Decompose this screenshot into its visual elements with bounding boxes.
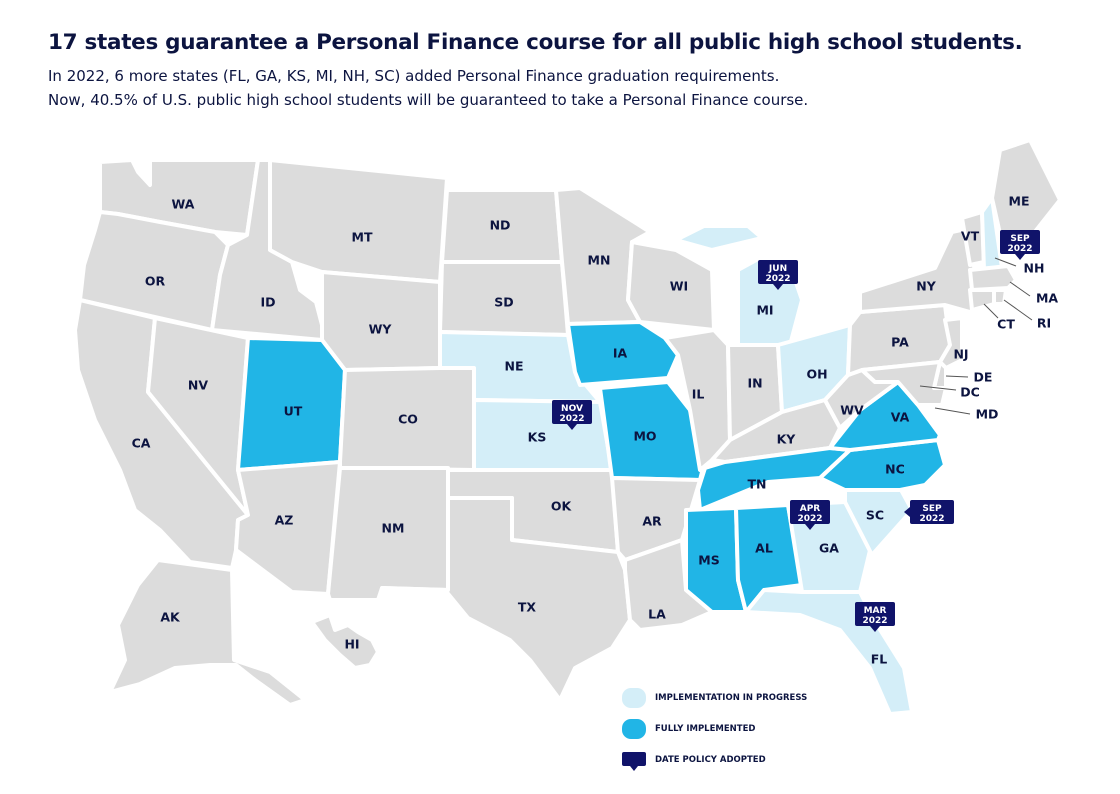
- state-wi-up: [676, 226, 762, 250]
- pin-month: JUN: [768, 264, 788, 274]
- label-me: ME: [1008, 193, 1030, 209]
- subtitle-line-2: Now, 40.5% of U.S. public high school students will be guaranteed to take a Personal Finance course.: [48, 91, 809, 109]
- label-ks: KS: [527, 429, 547, 445]
- label-fl: FL: [870, 651, 888, 667]
- label-ia: IA: [612, 345, 628, 361]
- label-mt: MT: [351, 229, 373, 245]
- label-or: OR: [144, 273, 166, 289]
- pin-year: 2022: [1007, 244, 1033, 254]
- pin-month: SEP: [1010, 234, 1030, 244]
- label-ak: AK: [160, 609, 180, 625]
- leader-de: [946, 376, 968, 377]
- pin-year: 2022: [862, 616, 888, 626]
- label-ny: NY: [916, 278, 936, 294]
- label-mn: MN: [587, 252, 611, 268]
- pin-year: 2022: [765, 274, 791, 284]
- pin-year: 2022: [919, 514, 945, 524]
- legend-swatch-in-progress: [622, 688, 646, 708]
- pin-year: 2022: [559, 414, 585, 424]
- label-ok: OK: [550, 498, 572, 514]
- state-mt: [270, 160, 447, 282]
- label-tn: TN: [747, 476, 767, 492]
- label-wi: WI: [669, 278, 689, 294]
- label-wv: WV: [840, 402, 864, 418]
- label-nh: NH: [1023, 260, 1045, 276]
- label-nd: ND: [489, 217, 511, 233]
- label-ky: KY: [776, 431, 796, 447]
- label-wa: WA: [171, 196, 195, 212]
- state-az: [236, 462, 340, 594]
- label-hi: HI: [344, 636, 360, 652]
- label-ca: CA: [131, 435, 151, 451]
- state-ma: [970, 266, 1016, 290]
- legend-label-in-progress: IMPLEMENTATION IN PROGRESS: [655, 693, 808, 703]
- label-ne: NE: [504, 358, 524, 374]
- label-il: IL: [691, 386, 705, 402]
- label-nv: NV: [187, 377, 209, 393]
- label-de: DE: [973, 369, 993, 385]
- legend-label-date: DATE POLICY ADOPTED: [655, 755, 766, 765]
- leader-md: [935, 408, 970, 414]
- label-ct: CT: [997, 316, 1015, 332]
- label-ma: MA: [1035, 290, 1059, 306]
- label-in: IN: [747, 375, 763, 391]
- map-title: 17 states guarantee a Personal Finance course for all public high school students.: [48, 30, 1023, 55]
- label-ms: MS: [698, 552, 720, 568]
- pin-month: NOV: [561, 404, 583, 414]
- label-wy: WY: [368, 321, 392, 337]
- label-nm: NM: [381, 520, 405, 536]
- label-al: AL: [755, 540, 773, 556]
- label-pa: PA: [891, 334, 909, 350]
- label-md: MD: [975, 406, 999, 422]
- pin-month: SEP: [922, 504, 942, 514]
- subtitle-line-1: In 2022, 6 more states (FL, GA, KS, MI, NH, SC) added Personal Finance graduation requirements.: [48, 67, 780, 85]
- pin-month: MAR: [863, 606, 887, 616]
- pin-month: APR: [799, 504, 821, 514]
- label-sd: SD: [494, 294, 514, 310]
- legend-swatch-fully: [622, 719, 646, 739]
- label-sc: SC: [865, 507, 885, 523]
- date-pin-sc: [904, 500, 954, 524]
- label-oh: OH: [806, 366, 828, 382]
- label-la: LA: [648, 606, 666, 622]
- label-nj: NJ: [953, 346, 969, 362]
- state-ct: [970, 290, 994, 310]
- label-mo: MO: [633, 428, 657, 444]
- label-nc: NC: [885, 461, 905, 477]
- label-id: ID: [260, 294, 276, 310]
- label-dc: DC: [960, 384, 980, 400]
- label-va: VA: [890, 409, 910, 425]
- label-vt: VT: [960, 228, 980, 244]
- legend-label-fully: FULLY IMPLEMENTED: [655, 724, 756, 734]
- label-ut: UT: [283, 403, 303, 419]
- label-ga: GA: [819, 540, 839, 556]
- label-ar: AR: [642, 513, 662, 529]
- leader-ma: [1010, 282, 1030, 296]
- label-az: AZ: [274, 512, 294, 528]
- label-mi: MI: [756, 302, 774, 318]
- label-ri: RI: [1036, 315, 1052, 331]
- label-tx: TX: [517, 599, 537, 615]
- pin-year: 2022: [797, 514, 823, 524]
- label-co: CO: [398, 411, 418, 427]
- legend-flag-icon: [622, 752, 646, 766]
